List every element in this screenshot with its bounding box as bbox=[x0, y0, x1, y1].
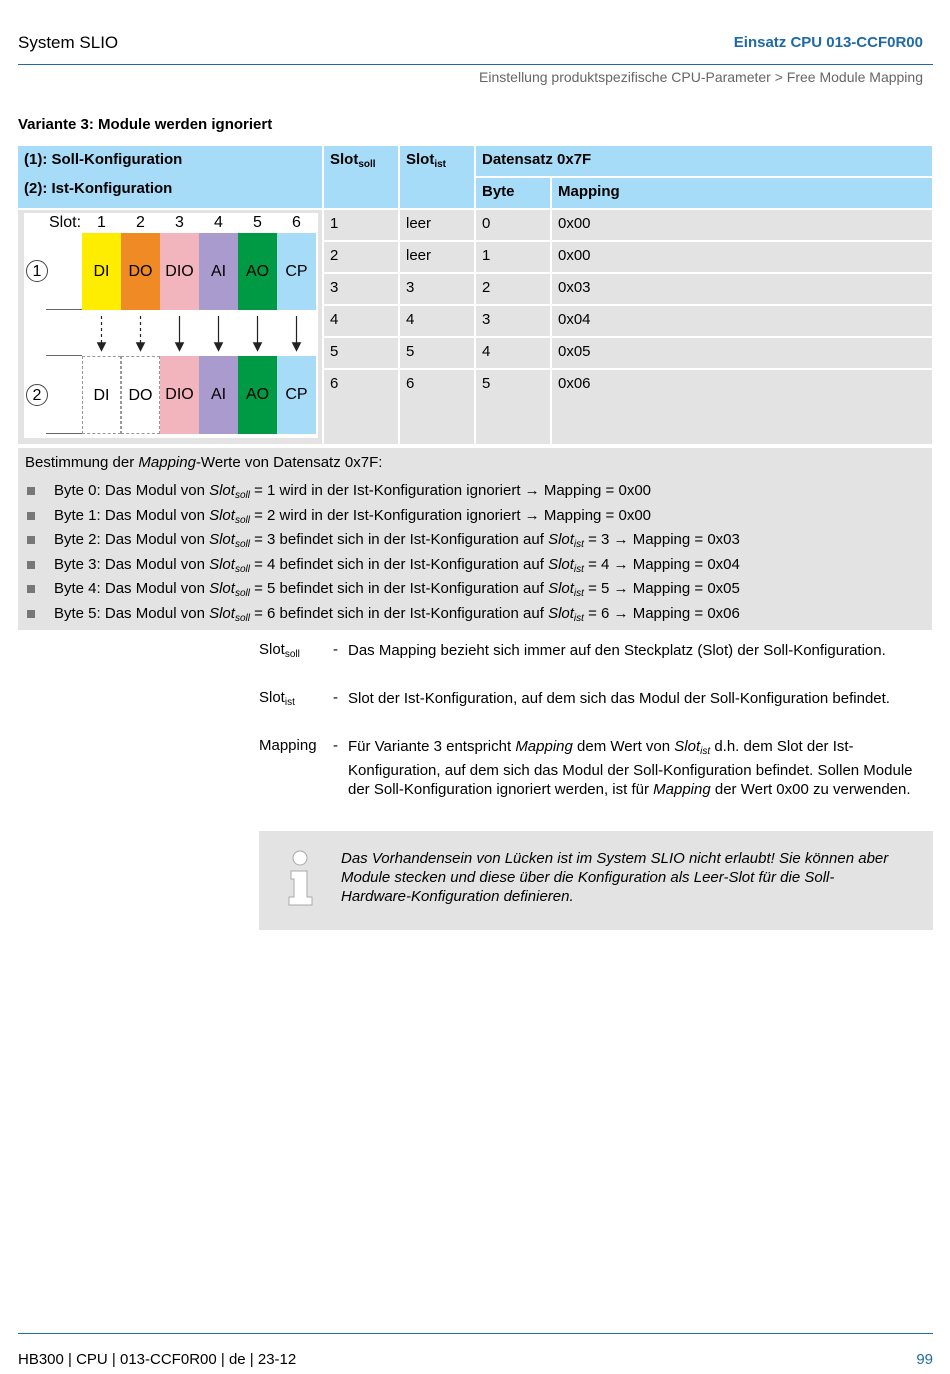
note-text: Das Vorhandensein von Lücken ist im System SLIO nicht erlaubt! Sie können aber Module stecken und diese über die Konfiguration als Leer-Slot für die Soll-Hardware-Konfiguration definieren. bbox=[341, 850, 889, 905]
bullet-text: = 3 bbox=[583, 531, 614, 548]
bestimmung-item bbox=[54, 507, 651, 526]
table-cell-mapping: 0x06 bbox=[552, 370, 932, 444]
bullet-square bbox=[27, 512, 35, 520]
slot-number: 2 bbox=[136, 214, 145, 231]
module-ist: DI bbox=[82, 356, 121, 434]
bullet-text: Byte 2: Das Modul von bbox=[54, 531, 210, 548]
table-head-slot-ist bbox=[400, 146, 474, 208]
footer-divider bbox=[18, 1333, 933, 1334]
header-divider bbox=[18, 64, 933, 65]
def-dash: - bbox=[333, 689, 338, 706]
bullet-text: soll bbox=[234, 514, 250, 526]
bullet-text: = 4 bbox=[583, 555, 614, 573]
bullet-text: soll bbox=[234, 490, 250, 501]
bullet-text: Slot bbox=[209, 555, 235, 573]
page-number: 99 bbox=[916, 1351, 933, 1368]
bullet-text: soll bbox=[234, 539, 250, 550]
bullet-text: Slot bbox=[548, 531, 574, 548]
md-sub: ist bbox=[700, 746, 711, 757]
bullet-square bbox=[27, 610, 35, 618]
table-cell-soll: 3 bbox=[324, 274, 398, 304]
bullet-text: Byte 3: Das Modul von bbox=[54, 555, 210, 573]
bestimmung-heading bbox=[25, 454, 382, 471]
module-soll: AI bbox=[199, 233, 238, 310]
bestimmung-item bbox=[54, 605, 740, 624]
table-cell-mapping: 0x04 bbox=[552, 306, 932, 336]
module-soll: DI bbox=[82, 233, 121, 310]
footer-doc-id: HB300 | CPU | 013-CCF0R00 | de | 23-12 bbox=[18, 1351, 297, 1368]
breadcrumb: Einstellung produktspezifische CPU-Parameter > Free Module Mapping bbox=[479, 69, 923, 85]
bullet-text: = 1 wird in der Ist-Konfiguration ignoriert bbox=[249, 482, 525, 499]
term-base: Slot bbox=[259, 689, 285, 706]
table-cell-mapping: 0x00 bbox=[552, 242, 932, 272]
table-cell-ist: 4 bbox=[400, 306, 474, 336]
table-cell-mapping: 0x03 bbox=[552, 274, 932, 304]
bullet-text: → bbox=[613, 531, 629, 548]
bullet-text: = 2 wird in der Ist-Konfiguration ignoriert bbox=[249, 506, 525, 524]
module-soll: DIO bbox=[160, 233, 199, 310]
module-soll: CP bbox=[277, 233, 316, 310]
bullet-text: = 3 befindet sich in der Ist-Konfiguration auf bbox=[249, 531, 549, 548]
bullet-text: = 6 bbox=[583, 604, 614, 622]
bh-pre: Bestimmung der bbox=[25, 454, 139, 471]
table-cell-ist: 6 bbox=[400, 370, 474, 444]
bullet-text: Mapping = 0x00 bbox=[539, 482, 651, 499]
md-em: Mapping bbox=[515, 738, 573, 755]
bullet-text: Slot bbox=[209, 580, 235, 597]
module-ist: AO bbox=[238, 356, 277, 434]
header-title: System SLIO bbox=[18, 33, 119, 52]
slot-soll-sub: soll bbox=[358, 159, 376, 170]
def-desc-mapping bbox=[348, 737, 932, 799]
bullet-text: → bbox=[613, 555, 629, 573]
info-icon bbox=[281, 849, 321, 909]
bullet-square bbox=[27, 585, 35, 593]
bullet-text: ist bbox=[573, 539, 584, 550]
bh-em: Mapping bbox=[138, 454, 196, 471]
def-dash: - bbox=[333, 737, 338, 754]
bullet-text: Slot bbox=[209, 506, 235, 524]
def-term-mapping: Mapping bbox=[259, 737, 317, 754]
bestimmung-item bbox=[54, 580, 740, 599]
table-cell-byte: 4 bbox=[476, 338, 550, 368]
md-slot: Slot bbox=[674, 738, 701, 755]
bullet-text: Slot bbox=[548, 555, 574, 573]
bullet-text: soll bbox=[234, 588, 250, 599]
bullet-text: Mapping = 0x06 bbox=[628, 604, 740, 622]
header-chapter: Einsatz CPU 013-CCF0R00 bbox=[733, 34, 923, 51]
bullet-text: Mapping = 0x03 bbox=[628, 531, 740, 548]
table-cell-byte: 2 bbox=[476, 274, 550, 304]
bestimmung-item bbox=[54, 482, 651, 501]
def-term-slot-ist bbox=[259, 689, 295, 708]
def-desc-slot-soll: Das Mapping bezieht sich immer auf den Steckplatz (Slot) der Soll-Konfiguration. bbox=[348, 642, 886, 659]
table-cell-ist: 3 bbox=[400, 274, 474, 304]
table-cell-soll: 5 bbox=[324, 338, 398, 368]
module-soll: DO bbox=[121, 233, 160, 310]
table-cell-byte: 1 bbox=[476, 242, 550, 272]
module-diagram bbox=[24, 213, 318, 438]
table-cell-byte: 0 bbox=[476, 210, 550, 240]
slot-number: 4 bbox=[214, 214, 223, 231]
md2: dem Wert von bbox=[572, 738, 675, 755]
bh-post: -Werte von Datensatz 0x7F: bbox=[195, 454, 383, 471]
table-head-datensatz: Datensatz 0x7F bbox=[476, 146, 932, 176]
bullet-text: Byte 4: Das Modul von bbox=[54, 580, 210, 597]
md1: Für Variante 3 entspricht bbox=[348, 738, 516, 755]
table-head-mapping: Mapping bbox=[552, 178, 932, 208]
bestimmung-item bbox=[54, 531, 740, 550]
table-cell-soll: 6 bbox=[324, 370, 398, 444]
bullet-text: ist bbox=[573, 612, 584, 624]
bullet-text: Byte 0: Das Modul von bbox=[54, 482, 210, 499]
bullet-text: = 4 befindet sich in der Ist-Konfiguration auf bbox=[249, 555, 549, 573]
table-cell-byte: 5 bbox=[476, 370, 550, 444]
bullet-text: = 6 befindet sich in der Ist-Konfiguration auf bbox=[249, 604, 549, 622]
module-ist: AI bbox=[199, 356, 238, 434]
bullet-square bbox=[27, 536, 35, 544]
bullet-square bbox=[27, 561, 35, 569]
table-cell-soll: 2 bbox=[324, 242, 398, 272]
marker-ist: 2 bbox=[26, 384, 48, 406]
module-ist: DIO bbox=[160, 356, 199, 434]
def-dash: - bbox=[333, 641, 338, 658]
bullet-text: → bbox=[524, 506, 540, 524]
slot-ist-sub: ist bbox=[434, 159, 447, 170]
module-ist: DO bbox=[121, 356, 160, 434]
table-cell-ist: leer bbox=[400, 242, 474, 272]
bullet-text: Byte 5: Das Modul von bbox=[54, 604, 210, 622]
slot-number: 3 bbox=[175, 214, 184, 231]
slot-number: 6 bbox=[292, 214, 301, 231]
table-cell-soll: 4 bbox=[324, 306, 398, 336]
bullet-text: Mapping = 0x04 bbox=[628, 555, 740, 573]
slot-label: Slot: bbox=[49, 214, 82, 231]
bullet-text: Slot bbox=[548, 580, 574, 597]
bullet-text: → bbox=[524, 482, 540, 499]
table-head-slot-soll bbox=[324, 146, 398, 208]
bullet-text: Byte 1: Das Modul von bbox=[54, 506, 210, 524]
table-head-byte: Byte bbox=[476, 178, 550, 208]
bullet-text: = 5 bbox=[583, 580, 614, 597]
bullet-text: Slot bbox=[209, 531, 235, 548]
def-term-slot-soll bbox=[259, 641, 300, 660]
term-sub: soll bbox=[284, 649, 300, 660]
bullet-text: soll bbox=[234, 563, 250, 575]
slot-ist-base: Slot bbox=[406, 151, 435, 168]
term-sub: ist bbox=[284, 697, 295, 708]
table-cell-soll: 1 bbox=[324, 210, 398, 240]
table-cell-mapping: 0x05 bbox=[552, 338, 932, 368]
head-config-1: (1): Soll-Konfiguration bbox=[24, 151, 183, 168]
slot-number: 1 bbox=[97, 214, 106, 231]
md3: d.h. dem Slot der Ist-Konfiguration, auf dem sich das Modul der Soll-Konfiguration befindet. Sollen Module der Soll-Konfiguration ignoriert werden, ist für bbox=[348, 738, 913, 798]
bullet-text: = 5 befindet sich in der Ist-Konfiguration auf bbox=[249, 580, 549, 597]
bullet-text: ist bbox=[573, 563, 584, 575]
table-cell-byte: 3 bbox=[476, 306, 550, 336]
module-soll: AO bbox=[238, 233, 277, 310]
bestimmung-item bbox=[54, 556, 740, 575]
slot-number: 5 bbox=[253, 214, 262, 231]
bullet-square bbox=[27, 487, 35, 495]
bullet-text: Slot bbox=[209, 604, 235, 622]
bullet-text: Slot bbox=[548, 604, 574, 622]
module-ist: CP bbox=[277, 356, 316, 434]
bullet-text: Mapping = 0x05 bbox=[628, 580, 740, 597]
table-cell-ist: 5 bbox=[400, 338, 474, 368]
table-head-config bbox=[18, 146, 322, 208]
def-desc-slot-ist: Slot der Ist-Konfiguration, auf dem sich das Modul der Soll-Konfiguration befindet. bbox=[348, 690, 890, 707]
md4: der Wert 0x00 zu verwenden. bbox=[710, 781, 911, 798]
bullet-text: Slot bbox=[209, 482, 235, 499]
bullet-text: → bbox=[613, 604, 629, 622]
bullet-text: ist bbox=[573, 588, 584, 599]
md-em2: Mapping bbox=[653, 781, 711, 798]
table-cell-mapping: 0x00 bbox=[552, 210, 932, 240]
bullet-text: Mapping = 0x00 bbox=[539, 506, 651, 524]
slot-soll-base: Slot bbox=[330, 151, 359, 168]
term-base: Slot bbox=[259, 641, 285, 658]
bullet-text: soll bbox=[234, 612, 250, 624]
section-title: Variante 3: Module werden ignoriert bbox=[18, 116, 273, 133]
head-config-2: (2): Ist-Konfiguration bbox=[24, 180, 173, 197]
bestimmung-box bbox=[18, 448, 932, 630]
info-note bbox=[259, 831, 933, 930]
bullet-text: → bbox=[613, 580, 629, 597]
mapping-arrows bbox=[24, 213, 318, 438]
table-cell-ist: leer bbox=[400, 210, 474, 240]
marker-soll: 1 bbox=[26, 260, 48, 282]
